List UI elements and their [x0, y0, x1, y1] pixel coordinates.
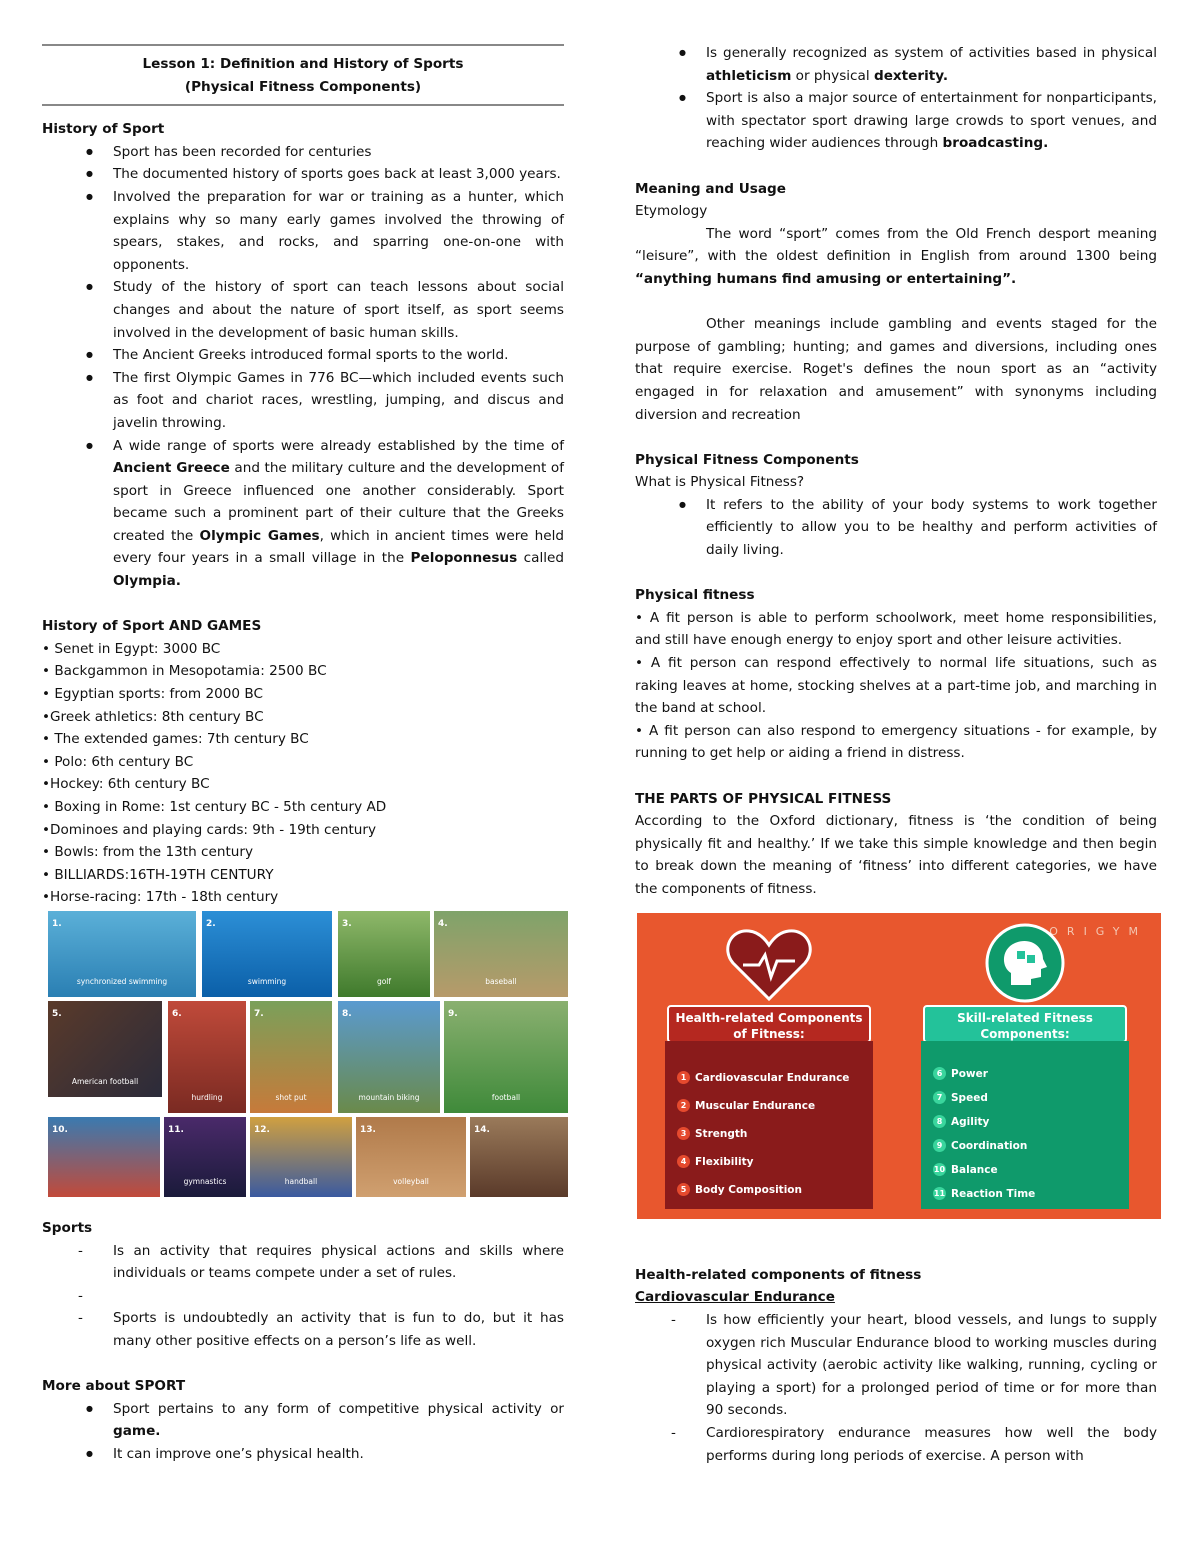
cardio-item: - Is how efficiently your heart, blood vessels, and lungs to supply oxygen rich Muscular Endurance blood to working muscles during physical activity (aerobic activity like walking, running, cycling or playing a sport) for a prolonged period of time or for more than 90 seconds. — [635, 1309, 1157, 1422]
cardio-item: - Cardiorespiratory endurance measures how well the body performs during long periods of exercise. A person with — [635, 1422, 1157, 1467]
lesson-title-line1: Lesson 1: Definition and History of Sports — [142, 56, 464, 72]
more-list — [42, 1398, 564, 1466]
sports-item: - Sports is undoubtedly an activity that is fun to do, but it has many other positive effects on a person’s life as well. — [42, 1307, 564, 1352]
photo-gymnastics: 11. gymnastics — [164, 1117, 246, 1197]
games-item: • Polo: 6th century BC — [42, 753, 194, 770]
heart-icon — [725, 927, 813, 1003]
skill-component: 11 Reaction Time — [933, 1187, 1036, 1200]
health-component: 3 Strength — [677, 1123, 747, 1146]
sports-item: - Is an activity that requires physical actions and skills where individuals or teams compete under a set of rules. — [42, 1240, 564, 1285]
health-component: 2 Muscular Endurance — [677, 1095, 815, 1118]
top-rule — [42, 44, 564, 46]
games-item: •Hockey: 6th century BC — [42, 776, 210, 793]
fitness-components-graphic — [637, 913, 1161, 1219]
lesson-title-line2: (Physical Fitness Components) — [184, 78, 422, 95]
sports-heading: Sports — [42, 1219, 93, 1236]
games-item: • BILLIARDS:16TH-19TH CENTURY — [42, 866, 274, 883]
games-item: • Senet in Egypt: 3000 BC — [42, 640, 221, 657]
games-item: •Dominoes and playing cards: 9th - 19th century — [42, 821, 377, 838]
photo-handball: 12. handball — [250, 1117, 352, 1197]
health-component: 1 Cardiovascular Endurance — [677, 1067, 849, 1090]
pfc-item: ● It refers to the ability of your body systems to work together efficiently to allow you to be healthy and perform activities of daily living. — [635, 494, 1157, 562]
sports-photo-collage — [46, 911, 568, 1199]
photo-golf: 3. golf — [338, 911, 430, 997]
pfc-list — [635, 494, 1157, 562]
photo-volleyball: 13. volleyball — [356, 1117, 466, 1197]
health-component: 4 Flexibility — [677, 1151, 753, 1174]
history-bullet-greece: ● A wide range of sports were already established by the time of Ancient Greece and the military culture and the development of sport in Greece influenced one another considerably. Sport became such a prominent part of their culture that the Greeks created the Olympic Games, which in ancient times were held every four years in a small village in the Peloponnesus called Olympia. — [42, 435, 564, 593]
etymology-paragraph: The word “sport” comes from the Old French desport meaning “leisure”, with the oldest definition in English from around 1300 being “anything humans find amusing or entertaining”. — [635, 225, 1157, 287]
photo-baseball: 4. baseball — [434, 911, 568, 997]
sport-description-item: ● Is generally recognized as system of activities based in physical athleticism or physical dexterity. — [635, 42, 1157, 87]
pf-line: • A fit person can respond effectively to normal life situations, such as raking leaves at home, stocking shelves at a part-time job, and marching in the band at school. — [635, 655, 1157, 717]
pfc-heading: Physical Fitness Components — [635, 451, 859, 468]
photo-mountain-biking: 8. mountain biking — [338, 1001, 440, 1113]
parts-heading: THE PARTS OF PHYSICAL FITNESS — [635, 790, 892, 807]
games-item: •Greek athletics: 8th century BC — [42, 708, 264, 725]
health-components-title: Health-related Components of Fitness: — [667, 1005, 871, 1043]
games-heading: History of Sport AND GAMES — [42, 618, 262, 635]
skill-components-title: Skill-related Fitness Components: — [923, 1005, 1127, 1043]
games-item: • Bowls: from the 13th century — [42, 844, 254, 861]
origym-logo: ORIGYM — [1049, 924, 1147, 938]
head-puzzle-icon — [983, 923, 1069, 1005]
right-column — [635, 42, 1157, 1467]
more-heading: More about SPORT — [42, 1378, 186, 1395]
health-component: 5 Body Composition — [677, 1179, 802, 1202]
more-item: ● It can improve one’s physical health. — [42, 1443, 564, 1466]
health-components-list — [665, 1041, 873, 1209]
photo-tennis: 10. — [48, 1117, 160, 1197]
skill-component: 9 Coordination — [933, 1135, 1027, 1158]
games-item: • Egyptian sports: from 2000 BC — [42, 686, 263, 703]
sport-description-item: ● Sport is also a major source of entertainment for nonparticipants, with spectator sport drawing large crowds to sport venues, and reaching wider audiences through broadcasting. — [635, 87, 1157, 155]
cardio-subheading: Cardiovascular Endurance — [635, 1289, 835, 1306]
history-bullet: ● The documented history of sports goes back at least 3,000 years. — [42, 163, 564, 186]
skill-component: 10 Balance — [933, 1163, 998, 1176]
photo-hurdling: 6. hurdling — [168, 1001, 246, 1113]
photo-shot-put: 7. shot put — [250, 1001, 332, 1113]
games-item: • The extended games: 7th century BC — [42, 731, 309, 748]
pfc-question: What is Physical Fitness? — [635, 474, 805, 491]
more-item: ● Sport pertains to any form of competitive physical activity or game. — [42, 1398, 564, 1443]
photo-football: 9. football — [444, 1001, 568, 1113]
skill-component: 8 Agility — [933, 1111, 989, 1134]
games-item: • Backgammon in Mesopotamia: 2500 BC — [42, 663, 327, 680]
history-bullet: ● The Ancient Greeks introduced formal sports to the world. — [42, 344, 564, 367]
photo-horse-racing: 14. — [470, 1117, 568, 1197]
pf-line: • A fit person can also respond to emergency situations - for example, by running to get help or aiding a friend in distress. — [635, 722, 1157, 762]
photo-synchronized-swimming: 1. synchronized swimming — [48, 911, 196, 997]
skill-components-list — [921, 1041, 1129, 1209]
hrc-heading: Health-related components of fitness — [635, 1266, 922, 1283]
parts-paragraph: According to the Oxford dictionary, fitness is ‘the condition of being physically fit and healthy.’ If we take this simple knowledge and then begin to break down the meaning of ‘fitness’ into different categories, we have the components of fitness. — [635, 813, 1157, 897]
history-list — [42, 141, 564, 593]
photo-swimming: 2. swimming — [202, 911, 332, 997]
history-bullet: ● Sport has been recorded for centuries — [42, 141, 564, 164]
sports-list — [42, 1240, 564, 1353]
other-meanings-paragraph: Other meanings include gambling and events staged for the purpose of gambling; hunting; and games and diversions, including ones that require exercise. Roget's defines the noun sport as an “activity engaged in for relaxation and amusement” with synonyms including diversion and recreation — [635, 316, 1157, 423]
spacer — [42, 1285, 564, 1308]
sport-description-list — [635, 42, 1157, 155]
photo-american-football: 5. American football — [48, 1001, 162, 1097]
lesson-title — [42, 53, 564, 98]
history-heading: History of Sport — [42, 121, 165, 138]
meaning-heading: Meaning and Usage — [635, 180, 786, 197]
history-bullet: ● Study of the history of sport can teach lessons about social changes and about the nature of sport itself, as sport seems involved in the development of basic human skills. — [42, 276, 564, 344]
history-bullet: ● The first Olympic Games in 776 BC—which included events such as foot and chariot races, wrestling, jumping, and discus and javelin throwing. — [42, 367, 564, 435]
games-item: •Horse-racing: 17th - 18th century — [42, 889, 279, 906]
left-column — [42, 44, 564, 1466]
pf-heading: Physical fitness — [635, 587, 755, 604]
cardio-list — [635, 1309, 1157, 1467]
games-list — [42, 638, 564, 909]
skill-component: 7 Speed — [933, 1087, 988, 1110]
etymology-label: Etymology — [635, 203, 708, 220]
games-item: • Boxing in Rome: 1st century BC - 5th century AD — [42, 799, 387, 815]
history-bullet: ● Involved the preparation for war or training as a hunter, which explains why so many early games involved the throwing of spears, stakes, and rocks, and sparring one-on-one with opponents. — [42, 186, 564, 276]
pf-line: • A fit person is able to perform schoolwork, meet home responsibilities, and still have enough energy to enjoy sport and other leisure activities. — [635, 609, 1157, 649]
skill-component: 6 Power — [933, 1063, 988, 1086]
